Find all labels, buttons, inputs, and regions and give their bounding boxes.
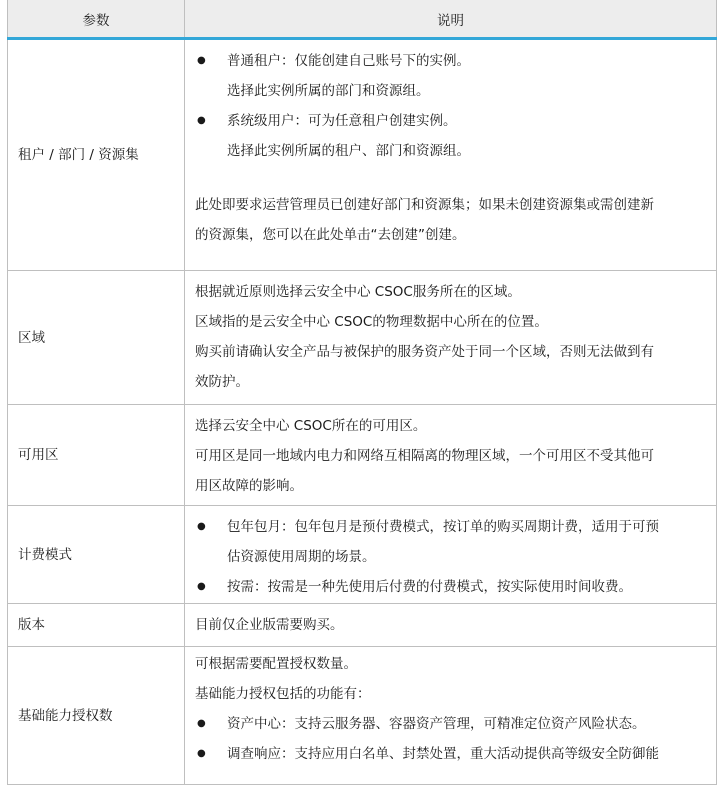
desc-text: 购买前请确认安全产品与被保护的服务资产处于同一个区域，否则无法做到有: [195, 344, 654, 360]
desc-text: 根据就近原则选择云安全中心 CSOC服务所在的区域。: [195, 284, 521, 300]
table-row: [8, 647, 717, 785]
note-text: 的资源集，您可以在此处单击“去创建”创建。: [195, 227, 466, 243]
param-cell: 可用区: [8, 405, 185, 506]
table-row: [8, 604, 717, 647]
param-cell: 计费模式: [8, 506, 185, 604]
bullet-item: ● 资产中心：支持云服务器、容器资产管理，可精准定位资产风险状态。: [195, 709, 706, 739]
desc-text: 效防护。: [195, 374, 249, 390]
bullet-item: ● 调查响应：支持应用白名单、封禁处置，重大活动提供高等级安全防御能: [195, 739, 706, 769]
desc-cell: [185, 506, 717, 604]
param-cell: 租户 / 部门 / 资源集: [8, 39, 185, 271]
desc-text: 基础能力授权包括的功能有：: [195, 686, 371, 702]
desc-text: 可用区是同一地域内电力和网络互相隔离的物理区域，一个可用区不受其他可: [195, 448, 654, 464]
sub-text: 选择此实例所属的租户、部门和资源组。: [227, 143, 470, 159]
desc-text: 区域指的是云安全中心 CSOC的物理数据中心所在的位置。: [195, 314, 548, 330]
bullet-item: ● 包年包月：包年包月是预付费模式，按订单的购买周期计费，适用于可预: [195, 512, 706, 542]
table-row: [8, 506, 717, 604]
header-desc: 说明: [185, 0, 717, 39]
bullet-item: ● 按需：按需是一种先使用后付费的付费模式，按实际使用时间收费。: [195, 572, 706, 602]
table-row: [8, 39, 717, 271]
param-cell: 区域: [8, 271, 185, 405]
sub-text: 估资源使用周期的场景。: [227, 549, 376, 565]
table-row: [8, 271, 717, 405]
desc-cell: [185, 647, 717, 785]
parameter-table: [7, 0, 717, 785]
desc-text: 选择云安全中心 CSOC所在的可用区。: [195, 418, 427, 434]
header-param: 参数: [8, 0, 185, 39]
desc-text: 可根据需要配置授权数量。: [195, 656, 357, 672]
desc-cell: [185, 271, 717, 405]
bullet-item: ● 普通租户：仅能创建自己账号下的实例。: [195, 46, 706, 76]
desc-cell: [185, 39, 717, 271]
desc-text: 目前仅企业版需要购买。: [195, 617, 344, 633]
desc-text: 用区故障的影响。: [195, 478, 303, 494]
note-text: 此处即要求运营管理员已创建好部门和资源集；如果未创建资源集或需创建新: [195, 197, 654, 213]
param-cell: 基础能力授权数: [8, 647, 185, 785]
sub-text: 选择此实例所属的部门和资源组。: [227, 83, 430, 99]
bullet-item: ● 系统级用户：可为任意租户创建实例。: [195, 106, 706, 136]
table-header-row: [8, 0, 717, 39]
desc-cell: [185, 604, 717, 647]
table-row: [8, 405, 717, 506]
desc-cell: [185, 405, 717, 506]
param-cell: 版本: [8, 604, 185, 647]
